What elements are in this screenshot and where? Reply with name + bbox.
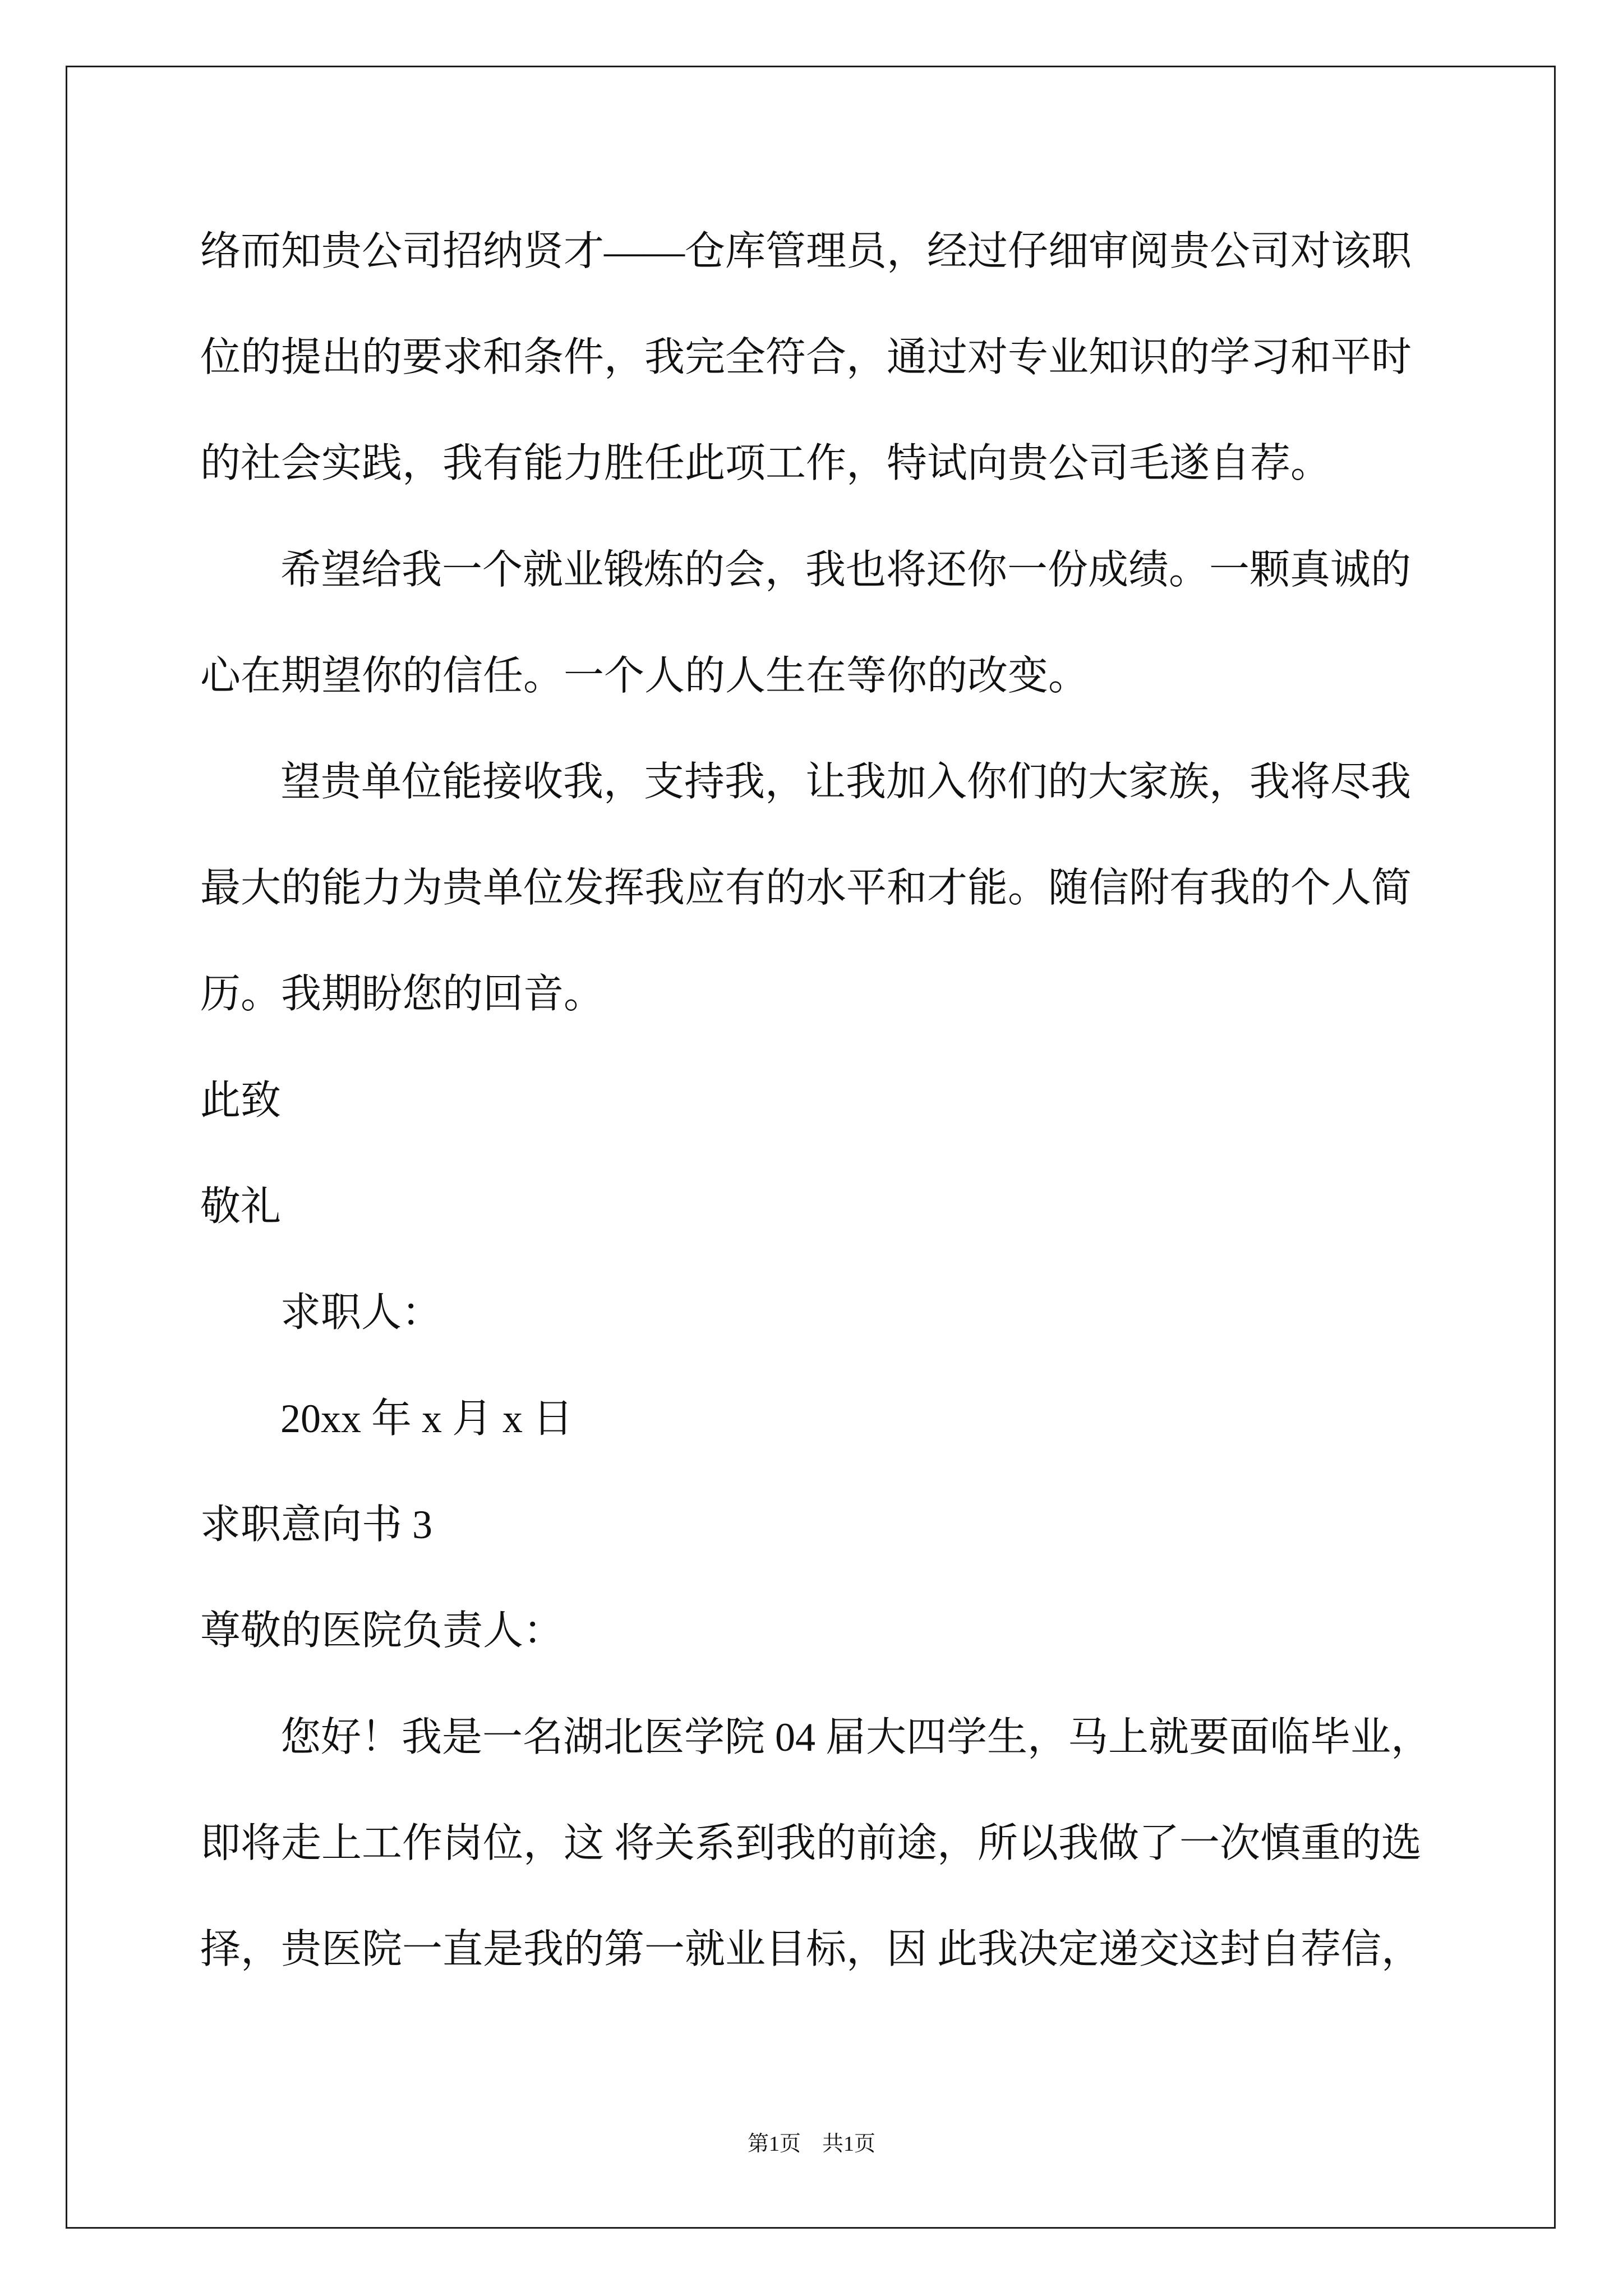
paragraph-line: 望贵单位能接收我，支持我，让我加入你们的大家族，我将尽我 <box>280 759 1412 804</box>
salutation: 尊敬的医院负责人： <box>200 1608 564 1654</box>
paragraph-line: 您好！我是一名湖北医学院 04 届大四学生，马上就要面临毕业， <box>280 1714 1432 1760</box>
section-title: 求职意向书 3 <box>200 1502 433 1548</box>
closing-phrase: 此致 <box>200 1078 282 1123</box>
letter-date: 20xx 年 x 月 x 日 <box>280 1396 574 1442</box>
page-number: 第1页 共1页 <box>747 2132 875 2156</box>
paragraph-line: 位的提出的要求和条件，我完全符合，通过对专业知识的学习和平时 <box>200 335 1412 380</box>
paragraph-line: 即将走上工作岗位，这 将关系到我的前途，所以我做了一次慎重的选 <box>200 1820 1422 1866</box>
paragraph-line: 最大的能力为贵单位发挥我应有的水平和才能。随信附有我的个人简 <box>200 866 1412 911</box>
signature-label: 求职人： <box>280 1290 442 1335</box>
paragraph-line: 的社会实践，我有能力胜任此项工作，特试向贵公司毛遂自荐。 <box>200 441 1331 486</box>
page-footer <box>0 2132 1623 2156</box>
paragraph-line: 历。我期盼您的回音。 <box>200 972 605 1017</box>
closing-salute: 敬礼 <box>200 1184 282 1229</box>
paragraph-line: 择，贵医院一直是我的第一就业目标，因 此我决定递交这封自荐信， <box>200 1927 1422 1972</box>
paragraph-line: 希望给我一个就业锻炼的会，我也将还你一份成绩。一颗真诚的 <box>280 547 1412 592</box>
paragraph-line: 心在期望你的信任。一个人的人生在等你的改变。 <box>200 653 1089 698</box>
document-body <box>200 199 1535 2003</box>
paragraph-line: 络而知贵公司招纳贤才——仓库管理员，经过仔细审阅贵公司对该职 <box>200 229 1412 274</box>
